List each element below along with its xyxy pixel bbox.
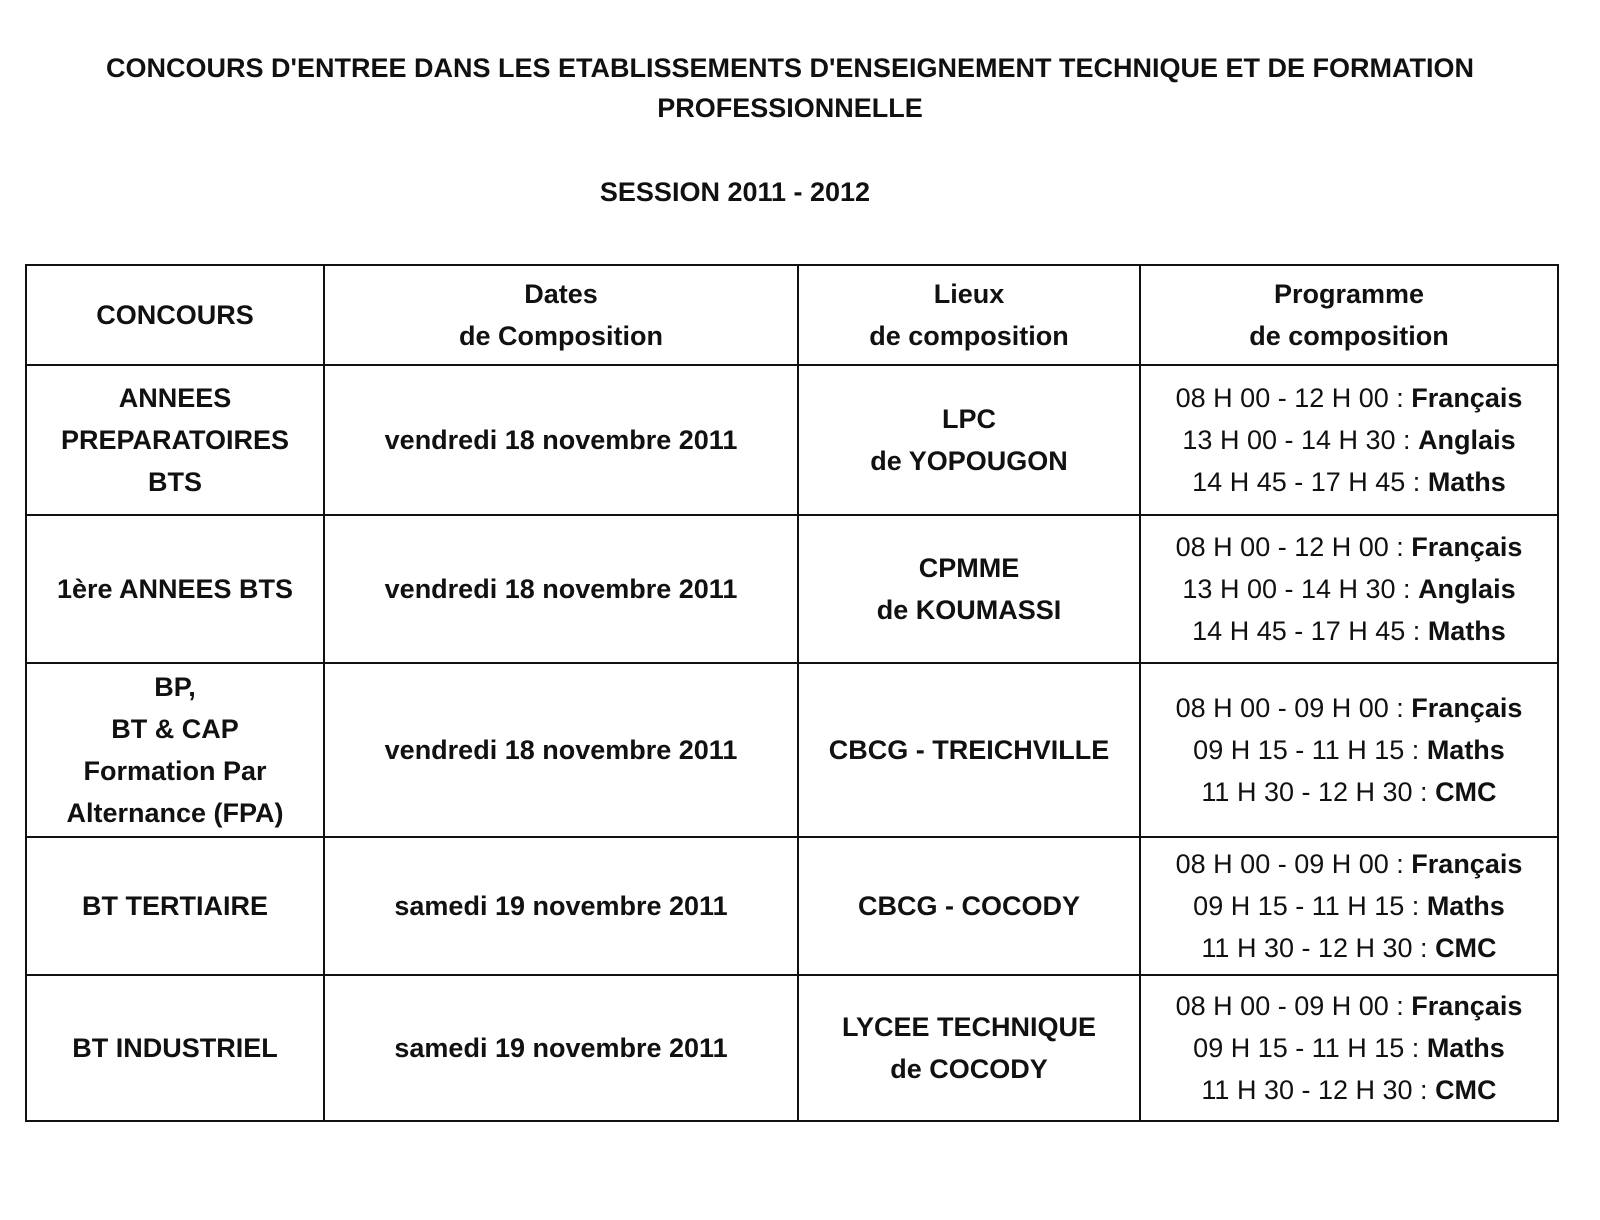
schedule-table (25, 264, 1559, 1122)
slot-subject: Anglais (1418, 574, 1516, 604)
programme-slot: 08 H 00 - 12 H 00 : Français (1175, 383, 1523, 413)
programme-slot: 08 H 00 - 09 H 00 : Français (1175, 849, 1523, 879)
header-dates-line2: de Composition (459, 321, 663, 351)
programme-slot: 11 H 30 - 12 H 30 : CMC (1201, 933, 1497, 963)
table-row (26, 365, 1558, 515)
slot-time: 08 H 00 - 09 H 00 (1175, 849, 1389, 879)
programme-slot: 13 H 00 - 14 H 30 : Anglais (1182, 425, 1516, 455)
table-row (26, 837, 1558, 975)
slot-time: 09 H 15 - 11 H 15 (1193, 735, 1405, 765)
date-text: vendredi 18 novembre 2011 (384, 574, 738, 604)
slot-time: 11 H 30 - 12 H 30 (1201, 777, 1413, 807)
concours-text: PREPARATOIRES (60, 425, 290, 455)
date-text: samedi 19 novembre 2011 (394, 891, 728, 921)
lieu-cell (798, 365, 1140, 515)
slot-subject: Maths (1427, 616, 1506, 646)
slot-subject: CMC (1435, 1075, 1497, 1105)
programme-slot: 09 H 15 - 11 H 15 : Maths (1193, 1033, 1505, 1063)
document-title-continued: PROFESSIONNELLE (657, 93, 923, 123)
slot-time: 14 H 45 - 17 H 45 (1192, 467, 1406, 497)
lieu-text: CBCG - TREICHVILLE (828, 735, 1110, 765)
programme-cell (1140, 975, 1558, 1121)
slot-subject: CMC (1435, 933, 1497, 963)
programme-slot: 11 H 30 - 12 H 30 : CMC (1201, 1075, 1497, 1105)
programme-slot: 08 H 00 - 09 H 00 : Français (1175, 991, 1523, 1021)
date-text: samedi 19 novembre 2011 (394, 1033, 728, 1063)
date-cell (324, 663, 798, 837)
date-text: vendredi 18 novembre 2011 (384, 425, 738, 455)
concours-text: BTS (148, 467, 202, 497)
header-concours-text: CONCOURS (96, 300, 254, 330)
lieu-text: LPC (942, 404, 996, 434)
slot-subject: Français (1411, 693, 1523, 723)
programme-slot: 13 H 00 - 14 H 30 : Anglais (1182, 574, 1516, 604)
concours-text: BT TERTIAIRE (82, 891, 268, 921)
header-lieux (798, 265, 1140, 365)
slot-time: 11 H 30 - 12 H 30 (1201, 933, 1413, 963)
programme-cell (1140, 837, 1558, 975)
lieu-cell (798, 515, 1140, 663)
session-label: SESSION 2011 - 2012 (599, 177, 871, 207)
lieu-text: LYCEE TECHNIQUE (841, 1012, 1097, 1042)
date-cell (324, 975, 798, 1121)
date-cell (324, 515, 798, 663)
programme-slot: 14 H 45 - 17 H 45 : Maths (1192, 616, 1506, 646)
header-row (26, 265, 1558, 365)
slot-subject: Français (1411, 991, 1523, 1021)
slot-time: 13 H 00 - 14 H 30 (1182, 425, 1396, 455)
header-lieux-line1: Lieux (933, 279, 1005, 309)
concours-cell (26, 365, 324, 515)
concours-text: BP, (154, 672, 196, 702)
lieu-text: CBCG - COCODY (858, 891, 1080, 921)
concours-text: 1ère ANNEES BTS (56, 574, 294, 604)
concours-text: ANNEES (118, 383, 232, 413)
header-programme-line1: Programme (1273, 279, 1425, 309)
table-row (26, 663, 1558, 837)
date-cell (324, 837, 798, 975)
concours-cell (26, 837, 324, 975)
lieu-cell (798, 837, 1140, 975)
programme-slot: 14 H 45 - 17 H 45 : Maths (1192, 467, 1506, 497)
table-row (26, 515, 1558, 663)
lieu-text: CPMME (918, 553, 1020, 583)
lieu-cell (798, 663, 1140, 837)
lieu-text: de COCODY (890, 1054, 1048, 1084)
header-lieux-line2: de composition (869, 321, 1069, 351)
programme-cell (1140, 515, 1558, 663)
programme-cell (1140, 663, 1558, 837)
concours-cell (26, 515, 324, 663)
concours-cell (26, 975, 324, 1121)
document-title: CONCOURS D'ENTREE DANS LES ETABLISSEMENTS D'ENSEIGNEMENT TECHNIQUE ET DE FORMATION (106, 53, 1474, 83)
slot-time: 08 H 00 - 12 H 00 (1175, 532, 1389, 562)
slot-time: 13 H 00 - 14 H 30 (1182, 574, 1396, 604)
programme-slot: 08 H 00 - 09 H 00 : Français (1175, 693, 1523, 723)
concours-text: BT & CAP (111, 714, 239, 744)
slot-subject: Anglais (1418, 425, 1516, 455)
slot-time: 08 H 00 - 12 H 00 (1175, 383, 1389, 413)
slot-time: 09 H 15 - 11 H 15 (1193, 891, 1405, 921)
lieu-cell (798, 975, 1140, 1121)
programme-slot: 09 H 15 - 11 H 15 : Maths (1193, 891, 1505, 921)
programme-slot: 11 H 30 - 12 H 30 : CMC (1201, 777, 1497, 807)
concours-cell (26, 663, 324, 837)
programme-cell (1140, 365, 1558, 515)
slot-subject: Français (1411, 532, 1523, 562)
header-programme-line2: de composition (1249, 321, 1449, 351)
slot-subject: Français (1411, 849, 1523, 879)
header-concours (26, 265, 324, 365)
slot-time: 08 H 00 - 09 H 00 (1175, 991, 1389, 1021)
slot-subject: Maths (1426, 891, 1505, 921)
header-dates-line1: Dates (524, 279, 598, 309)
slot-subject: Maths (1426, 1033, 1505, 1063)
slot-subject: Maths (1427, 467, 1506, 497)
date-cell (324, 365, 798, 515)
slot-subject: Maths (1426, 735, 1505, 765)
programme-slot: 08 H 00 - 12 H 00 : Français (1175, 532, 1523, 562)
header-programme (1140, 265, 1558, 365)
slot-time: 14 H 45 - 17 H 45 (1192, 616, 1406, 646)
lieu-text: de KOUMASSI (876, 595, 1062, 625)
slot-subject: Français (1411, 383, 1523, 413)
slot-time: 08 H 00 - 09 H 00 (1175, 693, 1389, 723)
table-row (26, 975, 1558, 1121)
date-text: vendredi 18 novembre 2011 (384, 735, 738, 765)
header-dates (324, 265, 798, 365)
concours-text: BT INDUSTRIEL (72, 1033, 278, 1063)
slot-subject: CMC (1435, 777, 1497, 807)
slot-time: 11 H 30 - 12 H 30 (1201, 1075, 1413, 1105)
lieu-text: de YOPOUGON (870, 446, 1068, 476)
concours-text: Alternance (FPA) (66, 798, 284, 828)
concours-text: Formation Par (83, 756, 267, 786)
programme-slot: 09 H 15 - 11 H 15 : Maths (1193, 735, 1505, 765)
slot-time: 09 H 15 - 11 H 15 (1193, 1033, 1405, 1063)
